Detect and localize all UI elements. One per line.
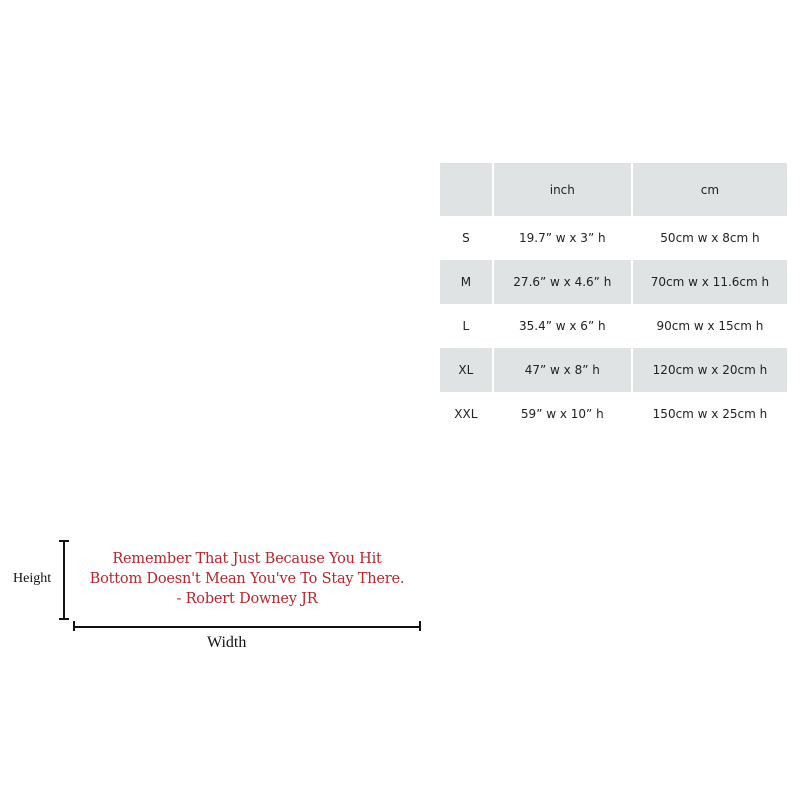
width-dimension-line — [73, 626, 421, 628]
width-dimension-cap-left — [73, 621, 75, 631]
inch-cell: 35.4” w x 6” h — [494, 304, 633, 348]
decal-quote — [74, 549, 420, 609]
size-cell: M — [440, 260, 494, 304]
height-label: Height — [13, 571, 52, 586]
quote-line: Remember That Just Because You Hit — [112, 551, 382, 567]
quote-line: - Robert Downey JR — [176, 591, 318, 607]
table-row — [440, 304, 787, 348]
size-table — [440, 163, 787, 436]
table-row — [440, 260, 787, 304]
inch-cell: 47” w x 8” h — [494, 348, 633, 392]
inch-cell: 59” w x 10” h — [494, 392, 633, 436]
cm-cell: 50cm w x 8cm h — [660, 231, 760, 245]
size-cell: L — [440, 304, 494, 348]
inch-cell: 27.6” w x 4.6” h — [494, 260, 633, 304]
table-header-row — [440, 163, 787, 216]
inch-cell: 19.7” w x 3” h — [494, 216, 633, 260]
size-cell: XXL — [440, 392, 494, 436]
table-header-inch: inch — [494, 163, 633, 216]
height-dimension-cap-top — [59, 540, 69, 542]
height-dimension-cap-bottom — [59, 618, 69, 620]
table-row — [440, 392, 787, 436]
cm-cell: 150cm w x 25cm h — [652, 407, 768, 421]
height-dimension-line — [63, 540, 65, 620]
size-cell: S — [440, 216, 494, 260]
size-cell: XL — [440, 348, 494, 392]
table-row — [440, 348, 787, 392]
width-label: Width — [207, 634, 247, 651]
cm-cell: 120cm w x 20cm h — [633, 348, 787, 392]
width-dimension-cap-right — [419, 621, 421, 631]
table-header-cm: cm — [633, 163, 787, 216]
cm-cell: 70cm w x 11.6cm h — [633, 260, 787, 304]
table-header-size — [440, 163, 494, 216]
cm-cell: 90cm w x 15cm h — [656, 319, 764, 333]
table-row — [440, 216, 787, 260]
quote-line: Bottom Doesn't Mean You've To Stay There. — [89, 571, 405, 587]
